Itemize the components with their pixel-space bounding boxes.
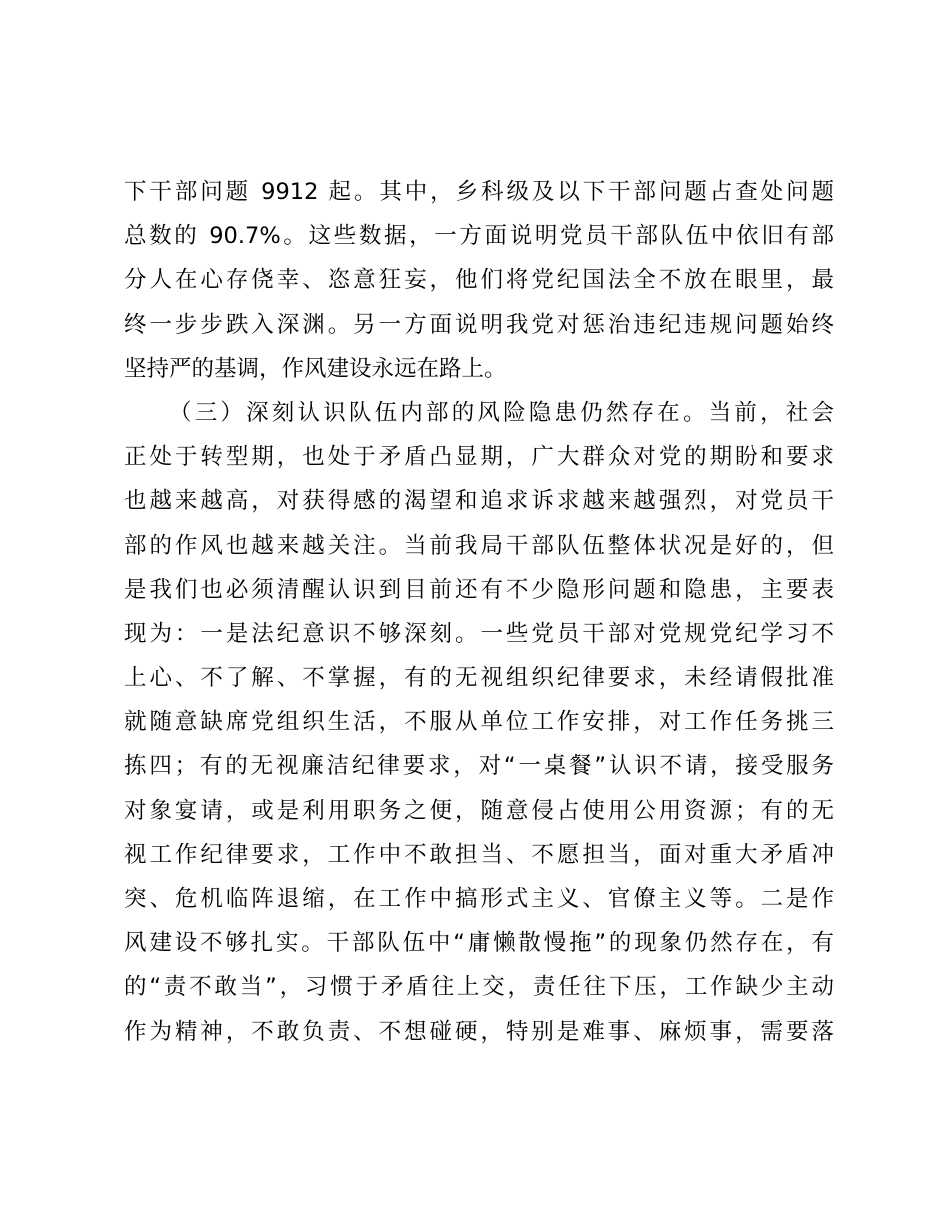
text-line: 也越来越高，对获得感的渴望和追求诉求越来越强烈，对党员干 bbox=[124, 488, 834, 515]
text-line: 拣四；有的无视廉洁纪律要求，对“一桌餐”认识不请，接受服务 bbox=[124, 753, 834, 780]
text-line: 风建设不够扎实。干部队伍中“庸懒散慢拖”的现象仍然存在，有 bbox=[124, 930, 834, 957]
text-line: 总数的 90.7%。这些数据，一方面说明党员干部队伍中依旧有部 bbox=[124, 223, 834, 250]
text-line: 坚持严的基调，作风建设永远在路上。 bbox=[124, 355, 507, 382]
text-line: 分人在心存侥幸、恣意狂妄，他们将党纪国法全不放在眼里，最 bbox=[124, 267, 834, 294]
text-line: 作为精神，不敢负责、不想碰硬，特别是难事、麻烦事，需要落 bbox=[124, 1018, 834, 1045]
body-text bbox=[124, 170, 834, 1054]
text-line: 就随意缺席党组织生活，不服从单位工作安排，对工作任务挑三 bbox=[124, 709, 834, 736]
text-line: 突、危机临阵退缩，在工作中搞形式主义、官僚主义等。二是作 bbox=[124, 886, 834, 912]
text-line: 正处于转型期，也处于矛盾凸显期，广大群众对党的期盼和要求 bbox=[124, 444, 834, 471]
text-line: 现为：一是法纪意识不够深刻。一些党员干部对党规党纪学习不 bbox=[124, 620, 834, 647]
text-line: 视工作纪律要求，工作中不敢担当、不愿担当，面对重大矛盾冲 bbox=[124, 841, 834, 868]
text-line: 的“责不敢当”，习惯于矛盾往上交，责任往下压，工作缺少主动 bbox=[124, 974, 834, 1001]
text-line: 终一步步跌入深渊。另一方面说明我党对惩治违纪违规问题始终 bbox=[124, 311, 834, 338]
text-line: 是我们也必须清醒认识到目前还有不少隐形问题和隐患，主要表 bbox=[124, 576, 834, 603]
text-line: 部的作风也越来越关注。当前我局干部队伍整体状况是好的，但 bbox=[124, 532, 834, 559]
paragraph-heading-line: （三）深刻认识队伍内部的风险隐患仍然存在。当前，社会 bbox=[169, 399, 834, 426]
text-line: 下干部问题 9912 起。其中，乡科级及以下干部问题占查处问题 bbox=[124, 179, 834, 205]
text-line: 上心、不了解、不掌握，有的无视组织纪律要求，未经请假批准 bbox=[124, 665, 834, 692]
text-line: 对象宴请，或是利用职务之便，随意侵占使用公用资源；有的无 bbox=[124, 797, 834, 824]
